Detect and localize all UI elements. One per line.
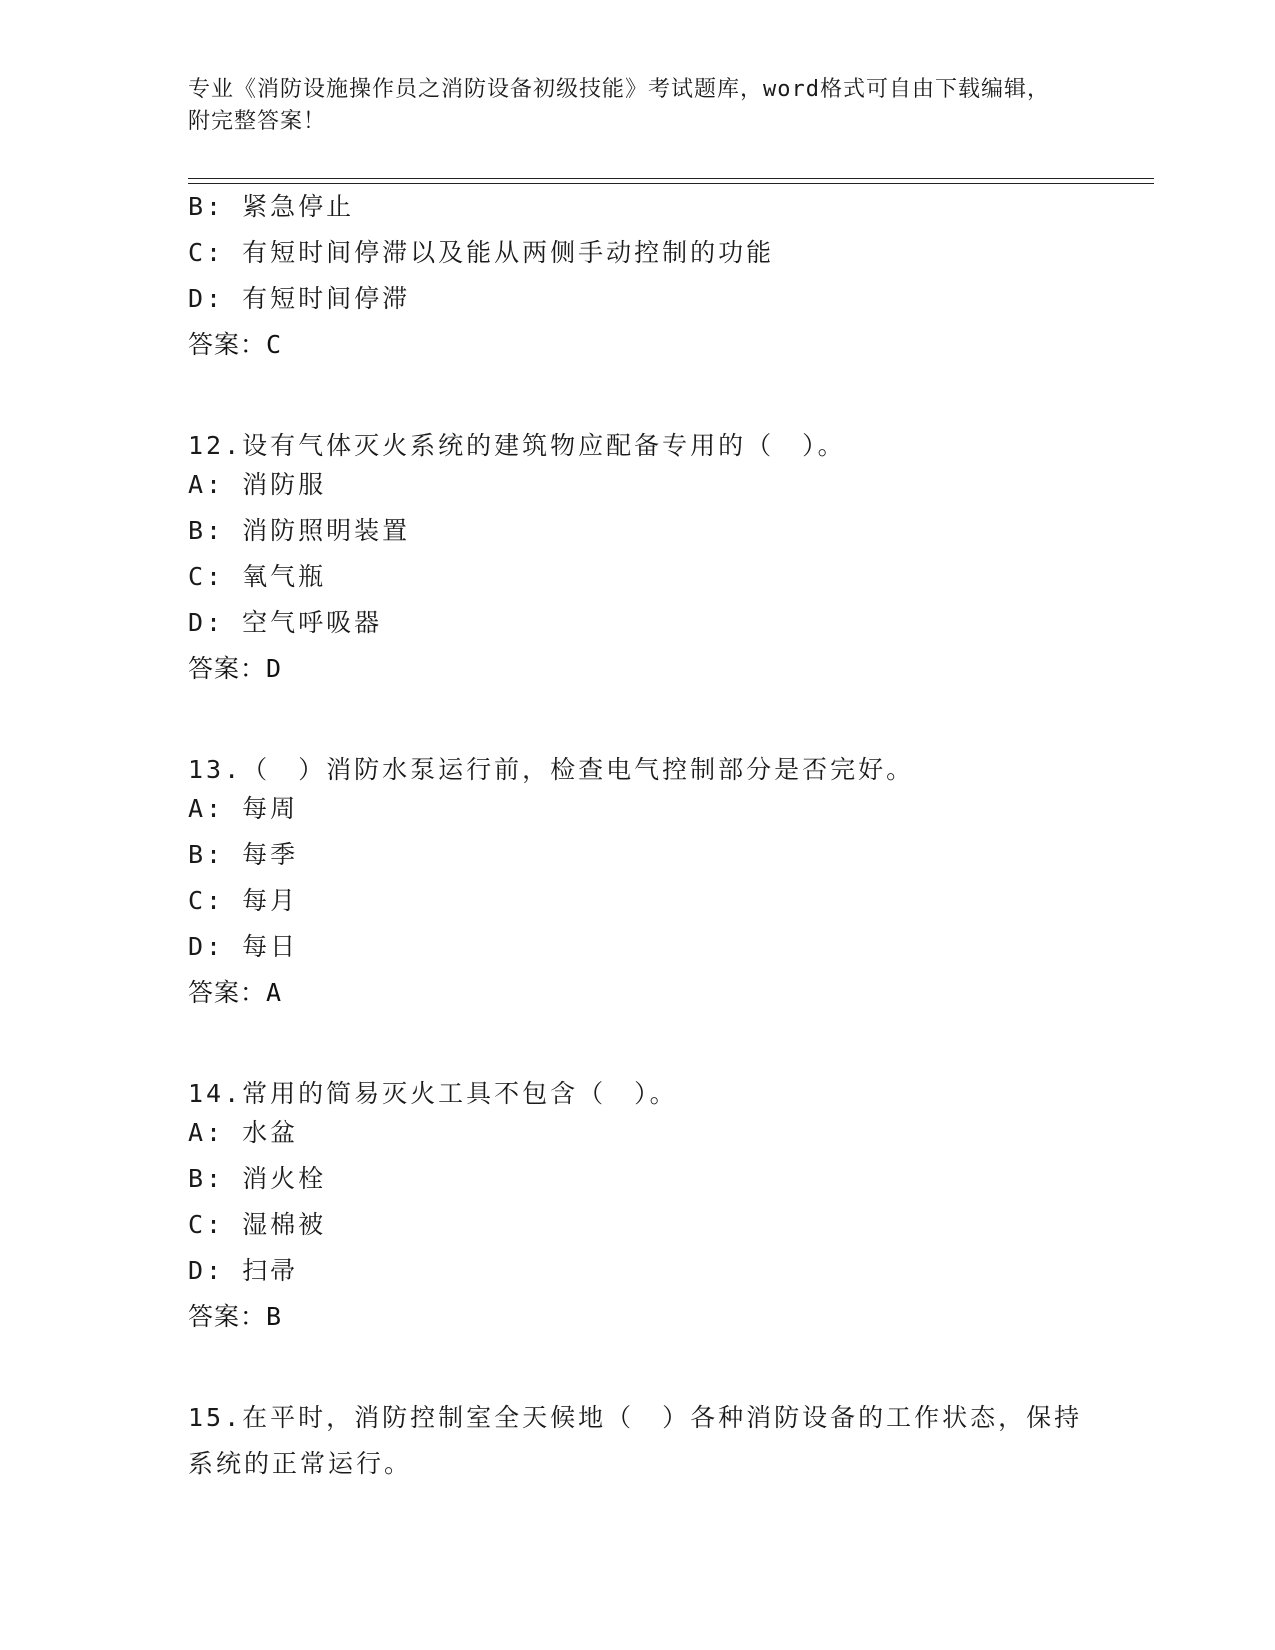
question-13 bbox=[188, 747, 1088, 1023]
question-stem: 14.常用的简易灭火工具不包含（ ）。 bbox=[188, 1079, 678, 1108]
option-c: C: 氧气瓶 bbox=[188, 562, 327, 591]
answer: 答案：C bbox=[188, 330, 283, 359]
option-c: C: 每月 bbox=[188, 886, 299, 915]
option-d: D: 扫帚 bbox=[188, 1256, 299, 1285]
question-list bbox=[188, 191, 1088, 1487]
option-b: B: 每季 bbox=[188, 840, 299, 869]
option-c: C: 湿棉被 bbox=[188, 1210, 327, 1239]
option-b: B: 消火栓 bbox=[188, 1164, 327, 1193]
header-rule-top bbox=[188, 178, 1154, 179]
option-a: A: 水盆 bbox=[188, 1118, 299, 1147]
question-stem: 13.（ ）消防水泵运行前，检查电气控制部分是否完好。 bbox=[188, 755, 915, 784]
question-stem: 12.设有气体灭火系统的建筑物应配备专用的（ ）。 bbox=[188, 431, 846, 460]
answer: 答案：A bbox=[188, 978, 283, 1007]
answer: 答案：B bbox=[188, 1302, 283, 1331]
option-d: D: 空气呼吸器 bbox=[188, 608, 383, 637]
option-d: D: 每日 bbox=[188, 932, 299, 961]
option-c: C: 有短时间停滞以及能从两侧手动控制的功能 bbox=[188, 238, 775, 267]
question-14 bbox=[188, 1071, 1088, 1347]
answer: 答案：D bbox=[188, 654, 283, 683]
option-a: A: 每周 bbox=[188, 794, 299, 823]
question-15 bbox=[188, 1395, 1088, 1487]
option-b: B: 消防照明装置 bbox=[188, 516, 411, 545]
header-rule-bottom bbox=[188, 183, 1154, 184]
option-a: A: 消防服 bbox=[188, 470, 327, 499]
option-b: B: 紧急停止 bbox=[188, 192, 355, 221]
question-stem: 15.在平时，消防控制室全天候地（ ）各种消防设备的工作状态，保持系统的正常运行。 bbox=[188, 1403, 1083, 1478]
question-12 bbox=[188, 423, 1088, 699]
document-header: 专业《消防设施操作员之消防设备初级技能》考试题库，word格式可自由下载编辑，附完整答案！ bbox=[188, 77, 1050, 134]
option-d: D: 有短时间停滞 bbox=[188, 284, 411, 313]
carryover-question bbox=[188, 191, 1088, 375]
